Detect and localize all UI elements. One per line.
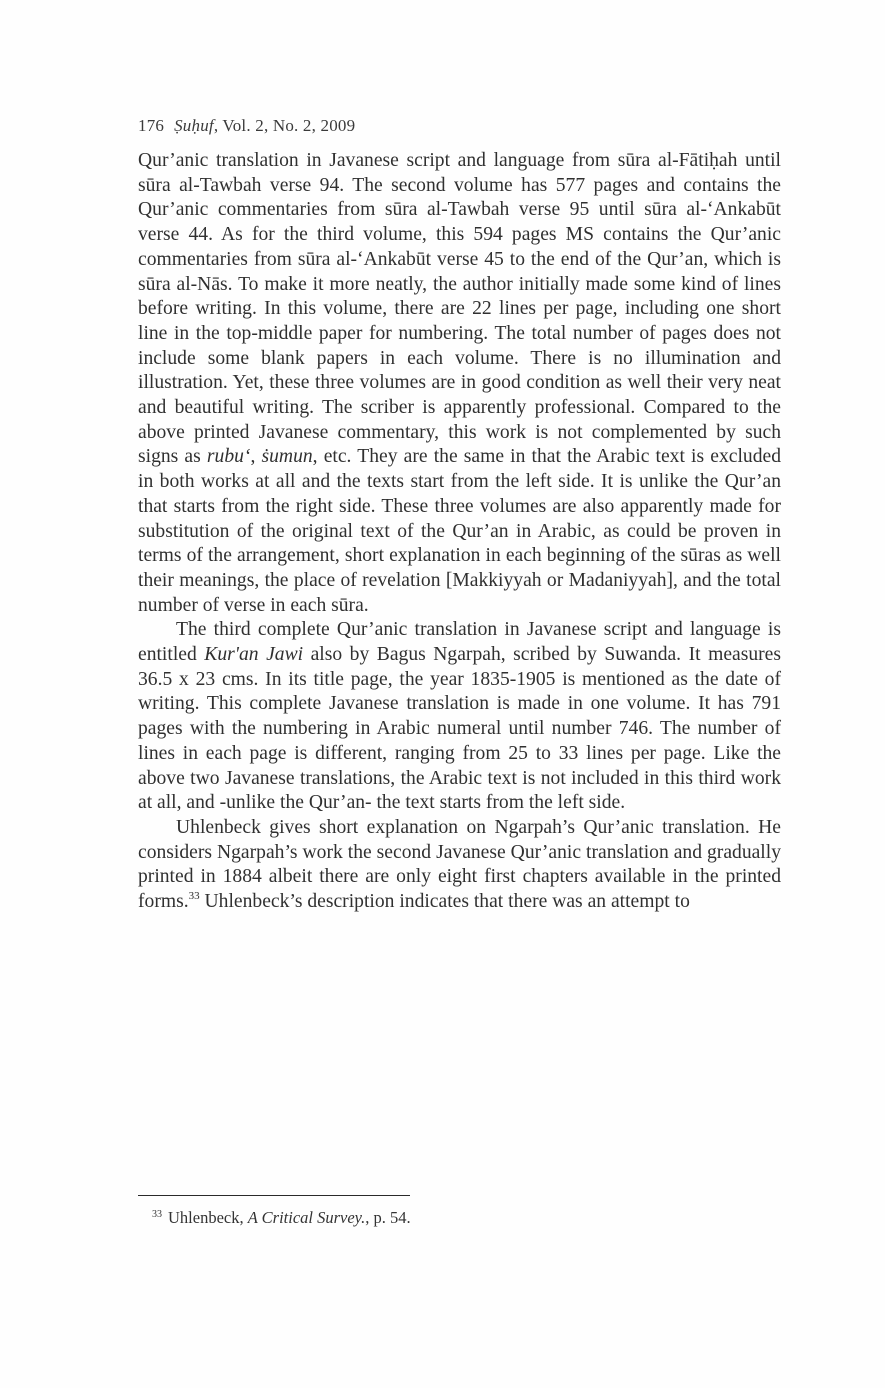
footnote-title: A Critical Survey. (247, 1208, 366, 1227)
text-segment: , (250, 446, 262, 468)
italic-term-sumun: ṡumun (261, 446, 313, 468)
paragraph-1 (138, 149, 781, 618)
text-segment: Uhlenbeck’s description indicates that there was an attempt to (199, 891, 690, 913)
running-header (138, 116, 355, 136)
footnote-divider (138, 1195, 410, 1196)
text-segment: Qur’anic translation in Javanese script and language from sūra al-Fātiḥah until sūra al-Tawbah verse 94. The second volume has 577 pages and contains the Qur’anic commentaries from sūra al-Tawbah verse 95 until sūra al-‘Ankabūt verse 44. As for the third volume, this 594 pages MS contains the Qur’anic commentaries from sūra al-‘Ankabūt verse 45 to the end of the Qur’an, which is sūra al-Nās. To make it more neatly, the author initially made some kind of lines before writing. In this volume, there are 22 lines per page, including one short line in the top-middle paper for numbering. The total number of pages does not include some blank papers in each volume. There is no illumination and illustration. Yet, these three volumes are in good condition as well their very neat and beautiful writing. The scriber is apparently professional. Compared to the above printed Javanese commentary, this work is not complemented by such signs as (138, 150, 781, 468)
text-segment: Uhlenbeck gives short explanation on Ngarpah’s Qur’anic translation. He considers Ngarpah’s work the second Javanese Qur’anic translation and gradually printed in 1884 albeit there are only eight first chapters available in the printed forms. (138, 816, 781, 913)
italic-term-rubu: rubu‘ (206, 446, 251, 468)
page-number: 176 (138, 116, 165, 135)
footnote-reference-33[interactable]: 33 (188, 890, 200, 903)
paragraph-2 (138, 618, 781, 816)
journal-title: Ṣuḥuf (174, 116, 214, 135)
italic-title-kuran-jawi: Kur'an Jawi (204, 644, 304, 666)
paragraph-3 (138, 816, 781, 915)
body-text (138, 149, 781, 915)
text-segment: , etc. They are the same in that the Arabic text is excluded in both works at all and the texts start from the left side. It is unlike the Qur’an that starts from the right side. These three volumes are also apparently made for substitution of the original text of the Qur’an in Arabic, as could be proven in terms of the arrangement, short explanation in each beginning of the sūras as well their meanings, the place of revelation [Makkiyyah or Madaniyyah], and the total number of verse in each sūra. (138, 446, 781, 616)
journal-issue: , Vol. 2, No. 2, 2009 (213, 116, 356, 135)
text-segment: The third complete Qur’anic translation in Javanese script and language is entitled (138, 619, 781, 666)
footnote-author: Uhlenbeck, (168, 1208, 248, 1227)
footnote-33 (152, 1208, 411, 1228)
footnote-number: 33 (152, 1209, 162, 1220)
text-segment: also by Bagus Ngarpah, scribed by Suwanda. It measures 36.5 x 23 cms. In its title page, the year 1835-1905 is mentioned as the date of writing. This complete Javanese translation is made in one volume. It has 791 pages with the numbering in Arabic numeral until number 746. The number of lines in each page is different, ranging from 25 to 33 lines per page. Like the above two Javanese translations, the Arabic text is not included in this third work at all, and -unlike the Qur’an- the text starts from the left side. (138, 644, 781, 814)
footnote-page: , p. 54. (365, 1208, 411, 1227)
